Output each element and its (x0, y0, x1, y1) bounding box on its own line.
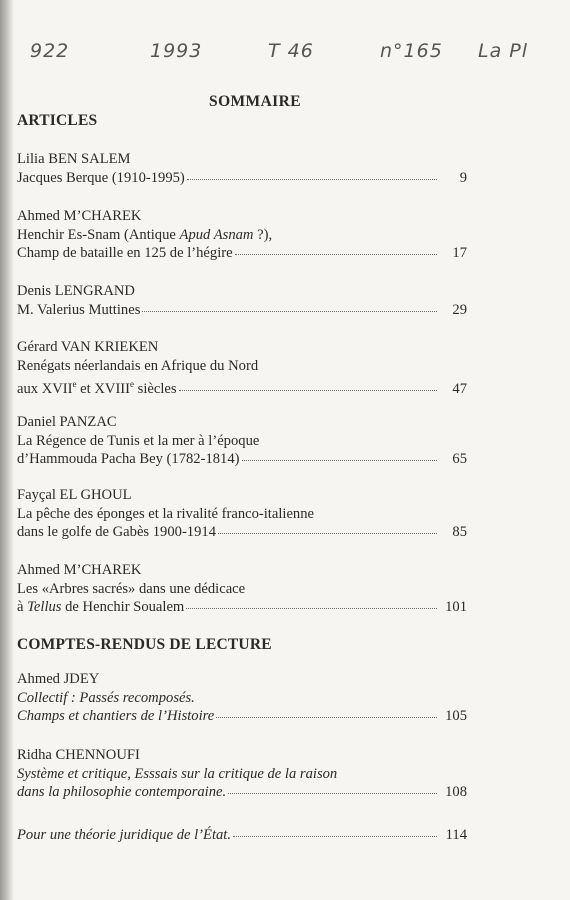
handwritten-year: 1993 (150, 40, 203, 62)
toc-entry (17, 826, 467, 845)
section-articles: ARTICLES (17, 112, 98, 129)
entry-author: Lilia BEN SALEM (17, 151, 131, 167)
handwritten-number: n°165 (380, 40, 443, 62)
entry-title: Pour une théorie juridique de l’État. (17, 827, 232, 843)
entry-title-line: Système et critique, Esssais sur la critique de la raison (17, 765, 338, 782)
leader-dots (218, 533, 437, 534)
entry-title: dans la philosophie contemporaine. (17, 784, 227, 801)
entry-title-line: La pêche des éponges et la rivalité franco-italienne (17, 505, 314, 522)
handwritten-code: 922 (30, 40, 70, 62)
entry-title: M. Valerius Muttines (17, 301, 141, 318)
leader-dots (187, 179, 437, 180)
leader-dots (228, 793, 437, 794)
entry-page: 85 (452, 524, 467, 541)
toc-entry (17, 150, 467, 187)
entry-author: Fayçal EL GHOUL (17, 487, 132, 503)
entry-author: Ahmed JDEY (17, 671, 100, 687)
entry-title-line: La Régence de Tunis et la mer à l’époque (17, 432, 260, 449)
entry-title: dans le golfe de Gabès 1900-1914 (17, 524, 216, 541)
handwritten-tome: T 46 (268, 40, 314, 62)
toc-entry (17, 746, 467, 802)
entry-title: Champs et chantiers de l’Histoire (17, 708, 215, 725)
leader-dots (142, 311, 437, 312)
leader-dots (233, 836, 437, 837)
toc-entry (17, 413, 467, 469)
entry-page: 17 (452, 245, 467, 262)
entry-title: Jacques Berque (1910-1995) (17, 169, 185, 186)
entry-title: d’Hammouda Pacha Bey (1782-1814) (17, 451, 240, 468)
toc-entry (17, 207, 467, 263)
leader-dots (242, 460, 438, 461)
entry-author: Ridha CHENNOUFI (17, 747, 140, 763)
entry-page: 108 (445, 784, 467, 801)
entry-author: Ahmed M’CHAREK (17, 562, 142, 578)
page-title: SOMMAIRE (209, 93, 301, 110)
leader-dots (179, 390, 437, 391)
entry-page: 65 (452, 451, 467, 468)
leader-dots (186, 608, 437, 609)
entry-author: Ahmed M’CHAREK (17, 208, 142, 224)
entry-page: 105 (445, 708, 467, 725)
entry-author: Daniel PANZAC (17, 414, 117, 430)
entry-title: Champ de bataille en 125 de l’hégire (17, 245, 233, 262)
toc-entry (17, 561, 467, 617)
entry-page: 114 (445, 827, 467, 843)
entry-title-line: à Tellus de Henchir Soualem (17, 599, 185, 616)
entry-page: 29 (452, 301, 467, 318)
handwritten-tail: La Pl (478, 40, 529, 62)
book-spine-shadow (0, 0, 14, 900)
entry-author: Denis LENGRAND (17, 283, 135, 299)
leader-dots (235, 254, 437, 255)
entry-title-line: Collectif : Passés recomposés. (17, 689, 195, 706)
toc-entry (17, 282, 467, 319)
entry-page: 47 (452, 381, 467, 398)
handwritten-annotation (0, 40, 570, 80)
toc-entry (17, 670, 467, 726)
entry-page: 101 (445, 599, 467, 616)
entry-title-line: Renégats néerlandais en Afrique du Nord (17, 357, 259, 374)
entry-author: Gérard VAN KRIEKEN (17, 339, 159, 355)
toc-entry (17, 486, 467, 542)
entry-page: 9 (459, 169, 467, 186)
section-reviews: COMPTES-RENDUS DE LECTURE (17, 636, 272, 653)
entry-title-line: Henchir Es-Snam (Antique Apud Asnam ?), (17, 226, 273, 243)
entry-title-line: aux XVIIe et XVIIIe siècles (17, 379, 177, 398)
leader-dots (216, 717, 437, 718)
entry-title-line: Les «Arbres sacrés» dans une dédicace (17, 580, 246, 597)
toc-entry (17, 338, 467, 399)
